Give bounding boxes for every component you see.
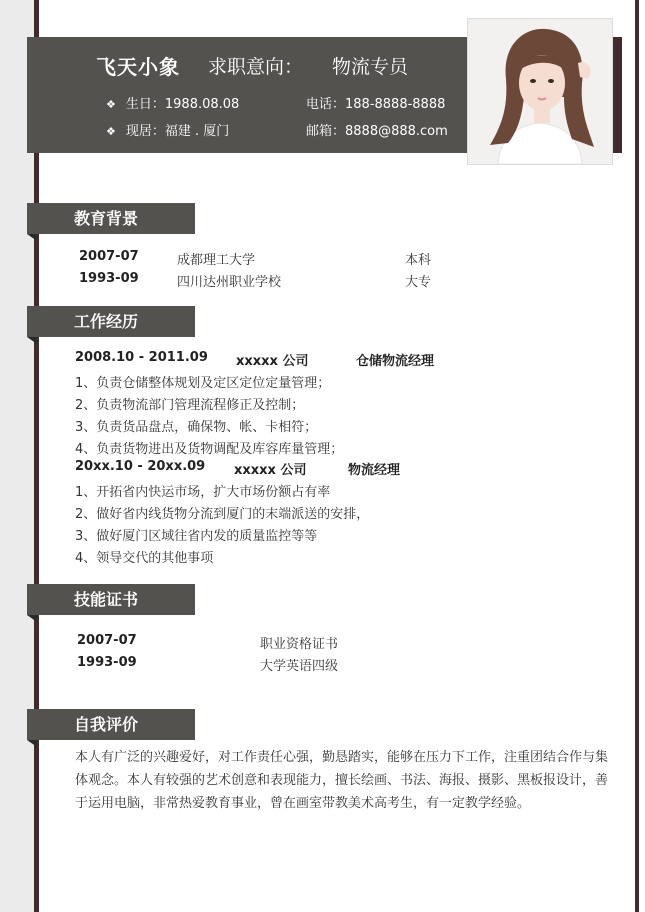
portrait-illustration — [468, 19, 612, 164]
work-section-title — [27, 306, 195, 337]
job-duty: 1、负责仓储整体规划及定区定位定量管理； — [75, 376, 331, 391]
job-intent-label: 求职意向： — [208, 56, 304, 78]
edu-date-2: 1993-09 — [79, 271, 139, 286]
profile-photo — [467, 18, 613, 165]
job-duty: 4、负责货物进出及货物调配及库容库量管理； — [75, 442, 344, 457]
tab-fold-notch — [27, 740, 37, 747]
skill-name-1: 职业资格证书 — [260, 637, 339, 652]
work-title-text: 工作经历 — [74, 312, 139, 331]
bullet-diamond-icon: ❖ — [106, 98, 116, 111]
bullet-diamond-icon: ❖ — [106, 125, 116, 138]
job-period-1: 2008.10 - 2011.09 — [75, 350, 208, 365]
edu-school-1: 成都理工大学 — [177, 253, 256, 268]
self-eval-section-title — [27, 709, 195, 740]
skill-date-2: 1993-09 — [77, 655, 137, 670]
email-text: 邮箱：8888@888.com — [306, 124, 448, 139]
birth-text: 生日：1988.08.08 — [125, 97, 240, 112]
edu-degree-1: 本科 — [405, 253, 432, 268]
birth-info — [106, 93, 239, 112]
education-section-title — [27, 203, 195, 234]
right-vertical-rule — [635, 0, 639, 912]
tab-fold-notch — [27, 234, 37, 241]
job-duty: 2、做好省内线货物分流到厦门的末端派送的安排， — [75, 507, 370, 522]
edu-degree-2: 大专 — [405, 275, 432, 290]
job-duty: 1、开拓省内快运市场，扩大市场份额占有率 — [75, 485, 331, 500]
self-eval-title-text: 自我评价 — [74, 715, 139, 734]
residence-info — [106, 120, 229, 139]
job-role-1: 仓储物流经理 — [356, 354, 435, 369]
skill-date-1: 2007-07 — [77, 633, 137, 648]
job-company-1: xxxxx 公司 — [236, 354, 309, 369]
job-duty: 2、负责物流部门管理流程修正及控制； — [75, 398, 305, 413]
job-role-2: 物流经理 — [348, 463, 401, 478]
education-title-text: 教育背景 — [74, 209, 139, 228]
residence-text: 现居：福建 . 厦门 — [125, 124, 230, 139]
job-duty: 3、负责货品盘点，确保物、帐、卡相符； — [75, 420, 318, 435]
job-period-2: 20xx.10 - 20xx.09 — [75, 459, 206, 474]
phone-text: 电话：188-8888-8888 — [306, 97, 446, 112]
skills-section-title — [27, 584, 195, 615]
skill-name-2: 大学英语四级 — [260, 659, 339, 674]
candidate-name: 飞天小象 — [96, 55, 180, 79]
self-eval-paragraph: 本人有广泛的兴趣爱好，对工作责任心强，勤恳踏实，能够在压力下工作，注重团结合作与集体观念。本人有较强的艺术创意和表现能力，擅长绘画、书法、海报、摄影、黑板报设计，善于运用电脑，非常热爱教育事业，曾在画室带教美术高考生，有一定教学经验。 — [75, 750, 609, 811]
header-right-tab — [612, 37, 622, 153]
job-company-2: xxxxx 公司 — [234, 463, 307, 478]
edu-school-2: 四川达州职业学校 — [177, 275, 282, 290]
edu-date-1: 2007-07 — [79, 249, 139, 264]
skills-title-text: 技能证书 — [74, 590, 139, 609]
tab-fold-notch — [27, 615, 37, 622]
job-intent-value: 物流专员 — [332, 56, 409, 78]
job-duty: 3、做好厦门区域往省内发的质量监控等等 — [75, 529, 318, 544]
tab-fold-notch — [27, 337, 37, 344]
job-duty: 4、领导交代的其他事项 — [75, 551, 214, 566]
